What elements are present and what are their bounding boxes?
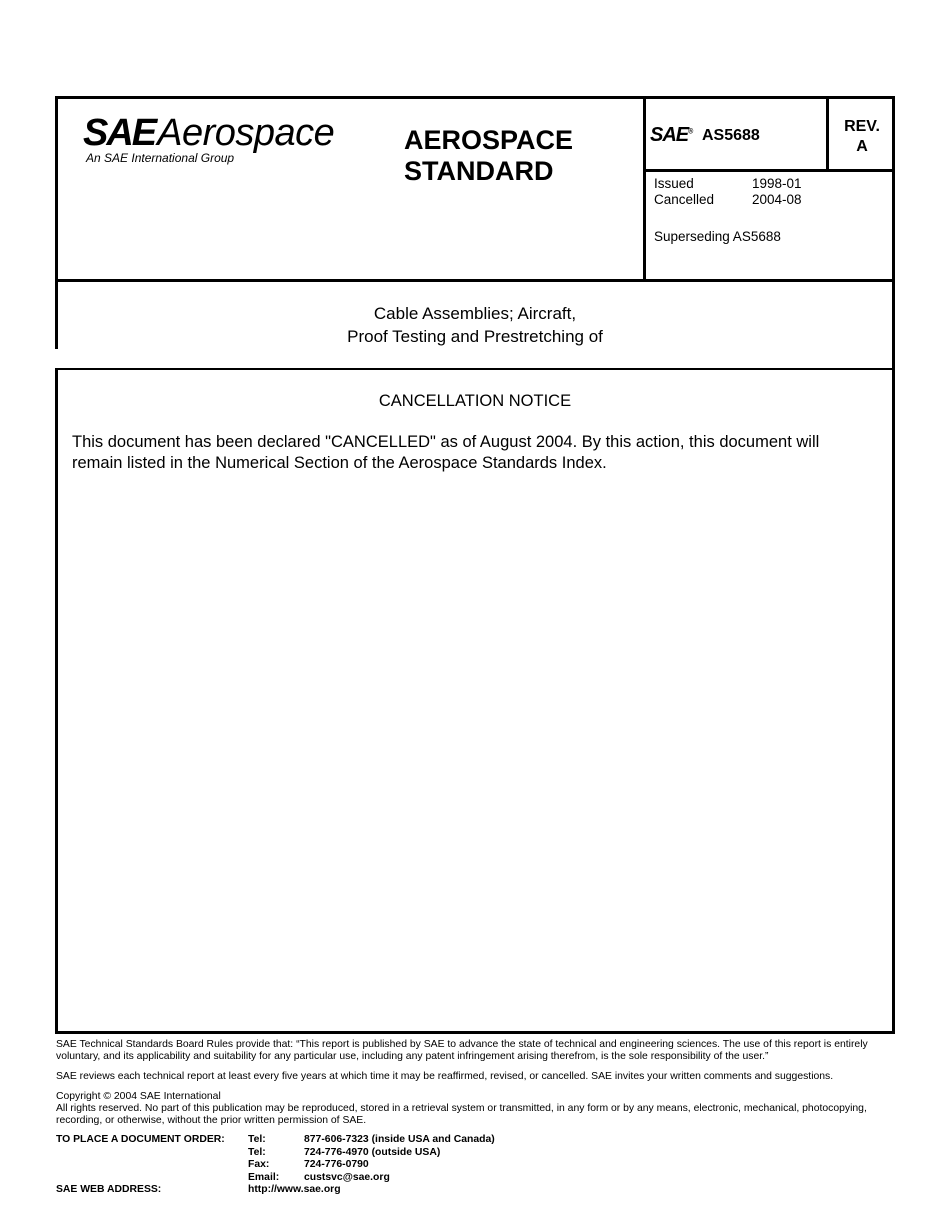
fax-label: Fax: <box>248 1159 270 1171</box>
rev-value: A <box>856 138 868 155</box>
logo-brand: SAE <box>83 112 156 154</box>
doc-type-line2: STANDARD <box>404 156 554 186</box>
document-number: AS5688 <box>702 127 760 144</box>
email-label: Email: <box>248 1171 280 1183</box>
footer-rules: SAE Technical Standards Board Rules provide that: “This report is published by SAE to advance the state of technical and engineering sciences. The use of this report is entirely voluntary, and its applicability and suitability for any particular use, including any patent infringement arising therefrom, is the sole responsibility of the user.” <box>56 1039 868 1062</box>
notice-body: This document has been declared "CANCELLED" as of August 2004. By this action, this document will remain listed in the Numerical Section of the Aerospace Standards Index. <box>72 433 820 472</box>
issued-value: 1998-01 <box>752 176 802 191</box>
title-line1: Cable Assemblies; Aircraft, <box>373 304 577 323</box>
footer-review: SAE reviews each technical report at least every five years at which time it may be reaffirmed, revised, or cancelled. SAE invites your written comments and suggestions. <box>56 1071 834 1082</box>
rev-label: REV. <box>844 118 880 135</box>
order-info <box>56 1134 495 1197</box>
title-rule <box>55 368 895 370</box>
revision-box <box>830 117 894 157</box>
tel2-label: Tel: <box>248 1146 266 1158</box>
title-notch <box>55 349 58 369</box>
cancelled-label: Cancelled <box>654 192 715 207</box>
footer-rights: All rights reserved. No part of this publication may be reproduced, stored in a retrieval system or transmitted, in any form or by any means, electronic, mechanical, photocopying, recording, or otherwise, without the prior written permission of SAE. <box>56 1103 867 1126</box>
footer <box>56 1039 901 1135</box>
document-frame <box>55 96 895 1034</box>
order-label: TO PLACE A DOCUMENT ORDER: <box>56 1134 225 1145</box>
doc-type-line1: AEROSPACE <box>404 125 574 155</box>
title-line2: Proof Testing and Prestretching of <box>347 327 603 346</box>
web-link[interactable]: http://www.sae.org <box>248 1184 341 1196</box>
tel1-value: 877-606-7323 (inside USA and Canada) <box>304 1134 495 1145</box>
tel1-label: Tel: <box>248 1134 266 1145</box>
footer-copyright: Copyright © 2004 SAE International <box>56 1091 221 1102</box>
fax-value: 724-776-0790 <box>304 1159 369 1171</box>
document-title <box>58 302 892 348</box>
web-label: SAE WEB ADDRESS: <box>56 1184 162 1196</box>
rev-divider <box>826 99 829 171</box>
header-divider <box>643 99 646 279</box>
email-link[interactable]: custsvc@sae.org <box>304 1171 390 1183</box>
notice-heading: CANCELLATION NOTICE <box>378 392 572 410</box>
date-block <box>654 176 802 208</box>
sae-mark-text: SAE <box>650 124 689 146</box>
sae-aerospace-logo <box>83 113 334 165</box>
id-divider <box>643 169 895 172</box>
document-type <box>404 125 604 187</box>
sae-mark <box>650 124 693 147</box>
logo-name: Aerospace <box>157 112 335 154</box>
superseding-note: Superseding AS5688 <box>654 229 781 244</box>
issued-label: Issued <box>654 176 694 191</box>
logo-tagline: An SAE International Group <box>86 151 235 165</box>
header-bottom-rule <box>58 279 892 282</box>
cancelled-value: 2004-08 <box>752 192 802 207</box>
registered-icon: ® <box>688 128 694 136</box>
tel2-value: 724-776-4970 (outside USA) <box>304 1146 441 1158</box>
